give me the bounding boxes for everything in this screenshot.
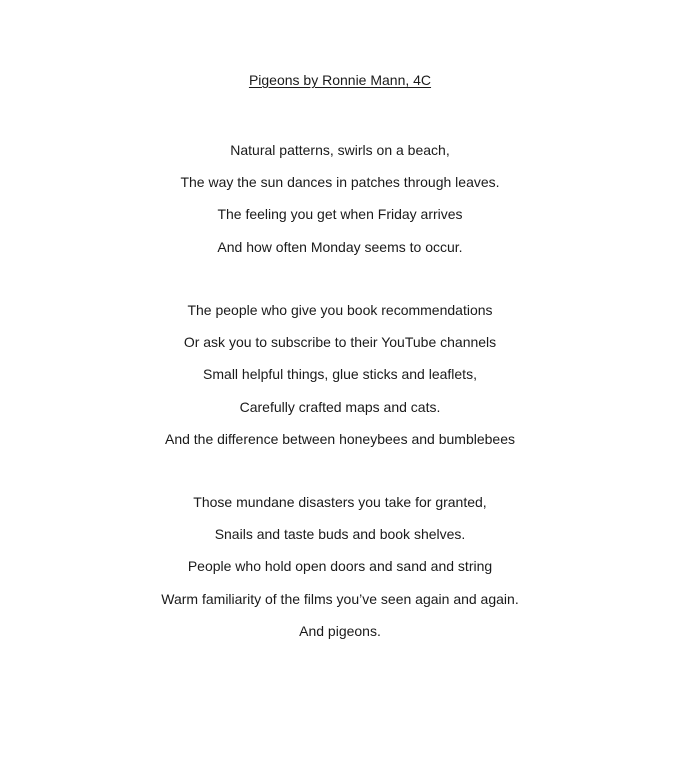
- stanza-3: [0, 486, 680, 647]
- poem-line: Natural patterns, swirls on a beach,: [230, 142, 450, 158]
- poem-line: Or ask you to subscribe to their YouTube channels: [183, 334, 497, 351]
- poem-line: And the difference between honeybees and bumblebees: [164, 430, 515, 447]
- poem-line: Snails and taste buds and book shelves.: [214, 526, 466, 543]
- poem-line: Small helpful things, glue sticks and leaflets,: [203, 366, 477, 383]
- poem-line: And pigeons.: [299, 622, 381, 639]
- poem-line: The feeling you get when Friday arrives: [217, 206, 463, 223]
- poem-line: And how often Monday seems to occur.: [217, 238, 463, 255]
- poem-line: People who hold open doors and sand and string: [187, 558, 493, 575]
- stanza-1: [0, 134, 680, 263]
- poem-line: The people who give you book recommendations: [187, 302, 493, 318]
- poem-line: The way the sun dances in patches through leaves.: [180, 174, 500, 191]
- poem-line: Those mundane disasters you take for granted,: [193, 494, 487, 510]
- poem-line: Carefully crafted maps and cats.: [239, 398, 441, 415]
- stanza-2: [0, 294, 680, 455]
- poem-title: Pigeons by Ronnie Mann, 4C: [248, 72, 432, 88]
- poem-line: Warm familiarity of the films you’ve seen again and again.: [161, 590, 519, 607]
